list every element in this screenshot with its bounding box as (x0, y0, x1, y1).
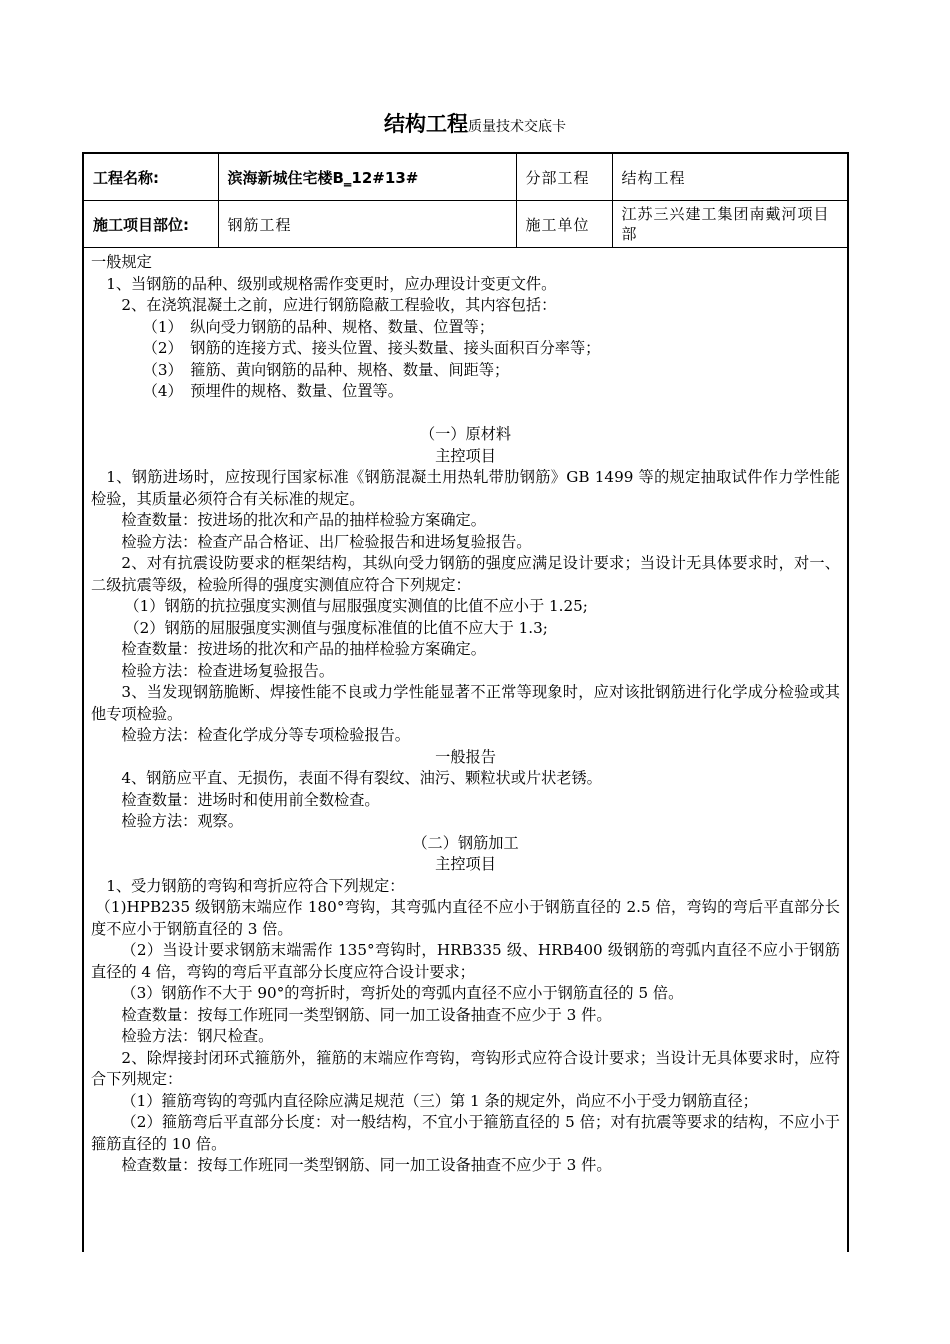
paragraph: 2、在浇筑混凝土之前，应进行钢筋隐蔽工程验收，其内容包括： (121, 296, 557, 314)
paragraph: 检验方法：观察。 (121, 812, 243, 830)
header-row-1 (84, 154, 847, 201)
header-table (84, 154, 847, 248)
list-item: （3） 箍筋、黄向钢筋的品种、规格、数量、间距等； (142, 360, 510, 379)
header-row-2 (84, 201, 847, 248)
construction-part-label: 施工项目部位: (84, 201, 218, 248)
list-item: （1)HPB235 级钢筋末端应作 180°弯钩，其弯弧内直径不应小于钢筋直径的 2.5 倍，弯钩的弯后平直部分长度不应小于钢筋直径的 3 倍。 (91, 898, 840, 938)
document-title (0, 108, 950, 138)
paragraph: 3、当发现钢筋脆断、焊接性能不良或力学性能显著不正常等现象时，应对该批钢筋进行化学成分检验或其他专项检验。 (91, 683, 840, 723)
content-body (84, 248, 847, 1177)
project-name-value: 滨海新城住宅楼B‗12#13# (218, 154, 516, 201)
title-suffix: 质量技术交底卡 (468, 119, 566, 135)
construction-unit-label: 施工单位 (516, 201, 612, 248)
title-main: 结构工程 (384, 112, 468, 136)
paragraph: 检查数量：按每工作班同一类型钢筋、同一加工设备抽查不应少于 3 件。 (121, 1005, 612, 1024)
list-item: （2）箍筋弯后平直部分长度：对一般结构，不宜小于箍筋直径的 5 倍；对有抗震等要求的结构，不应小于箍筋直径的 10 倍。 (91, 1113, 840, 1153)
paragraph: 2、对有抗震设防要求的框架结构，其纵向受力钢筋的强度应满足设计要求；当设计无具体要求时，对一、二级抗震等级，检验所得的强度实测值应符合下列规定： (91, 554, 840, 594)
paragraph: 检查数量：按进场的批次和产品的抽样检验方案确定。 (121, 511, 486, 529)
division-label: 分部工程 (516, 154, 612, 201)
paragraph: 1、当钢筋的品种、级别或规格需作变更时，应办理设计变更文件。 (106, 274, 557, 293)
paragraph: 检查数量：按进场的批次和产品的抽样检验方案确定。 (121, 640, 486, 658)
handover-card (82, 152, 849, 1252)
division-value: 结构工程 (612, 154, 847, 201)
paragraph: 1、受力钢筋的弯钩和弯折应符合下列规定： (106, 876, 405, 895)
list-item: （3）钢筋作不大于 90°的弯折时，弯折处的弯弧内直径不应小于钢筋直径的 5 倍。 (121, 984, 684, 1002)
paragraph: 检查数量：按每工作班同一类型钢筋、同一加工设备抽查不应少于 3 件。 (121, 1156, 612, 1174)
list-item: （2）当设计要求钢筋末端需作 135°弯钩时，HRB335 级、HRB400 级钢筋的弯弧内直径不应小于钢筋直径的 4 倍，弯钩的弯后平直部分长度应符合设计要求； (91, 941, 840, 981)
section-heading: 一般规定 (91, 253, 152, 271)
paragraph: 4、钢筋应平直、无损伤，表面不得有裂纹、油污、颗粒状或片状老锈。 (121, 769, 602, 787)
list-item: （1）钢筋的抗拉强度实测值与屈服强度实测值的比值不应小于 1.25; (124, 597, 588, 615)
list-item: （4） 预埋件的规格、数量、位置等。 (142, 382, 403, 400)
section-heading: （一）原材料 (419, 425, 512, 443)
paragraph: 1、钢筋进场时，应按现行国家标准《钢筋混凝土用热轧带肋钢筋》GB 1499 等的规定抽取试件作力学性能检验，其质量必须符合有关标准的规定。 (91, 468, 840, 508)
construction-part-value: 钢筋工程 (218, 201, 516, 248)
list-item: （1）箍筋弯钩的弯弧内直径除应满足规范（三）第 1 条的规定外，尚应不小于受力钢筋直径； (121, 1091, 758, 1110)
project-name-label: 工程名称: (84, 154, 218, 201)
paragraph: 检验方法：检查进场复验报告。 (121, 661, 335, 680)
list-item: （2） 钢筋的连接方式、接头位置、接头数量、接头面积百分率等； (142, 339, 601, 357)
list-item: （2）钢筋的屈服强度实测值与强度标准值的比值不应大于 1.3; (124, 618, 548, 637)
paragraph: 检验方法：检查产品合格证、出厂检验报告和进场复验报告。 (121, 532, 532, 551)
subsection-heading: 一般报告 (435, 747, 496, 766)
subsection-heading: 主控项目 (435, 855, 496, 873)
list-item: （1） 纵向受力钢筋的品种、规格、数量、位置等； (142, 317, 495, 336)
construction-unit-value: 江苏三兴建工集团南戴河项目部 (612, 201, 847, 248)
section-heading: （二）钢筋加工 (412, 833, 519, 852)
paragraph: 检查数量：进场时和使用前全数检查。 (121, 790, 380, 809)
paragraph: 2、除焊接封闭环式箍筋外，箍筋的末端应作弯钩，弯钩形式应符合设计要求；当设计无具体要求时，应符合下列规定： (91, 1048, 840, 1088)
paragraph: 检验方法：钢尺检查。 (121, 1027, 274, 1045)
subsection-heading: 主控项目 (435, 446, 496, 465)
paragraph: 检验方法：检查化学成分等专项检验报告。 (121, 726, 410, 744)
